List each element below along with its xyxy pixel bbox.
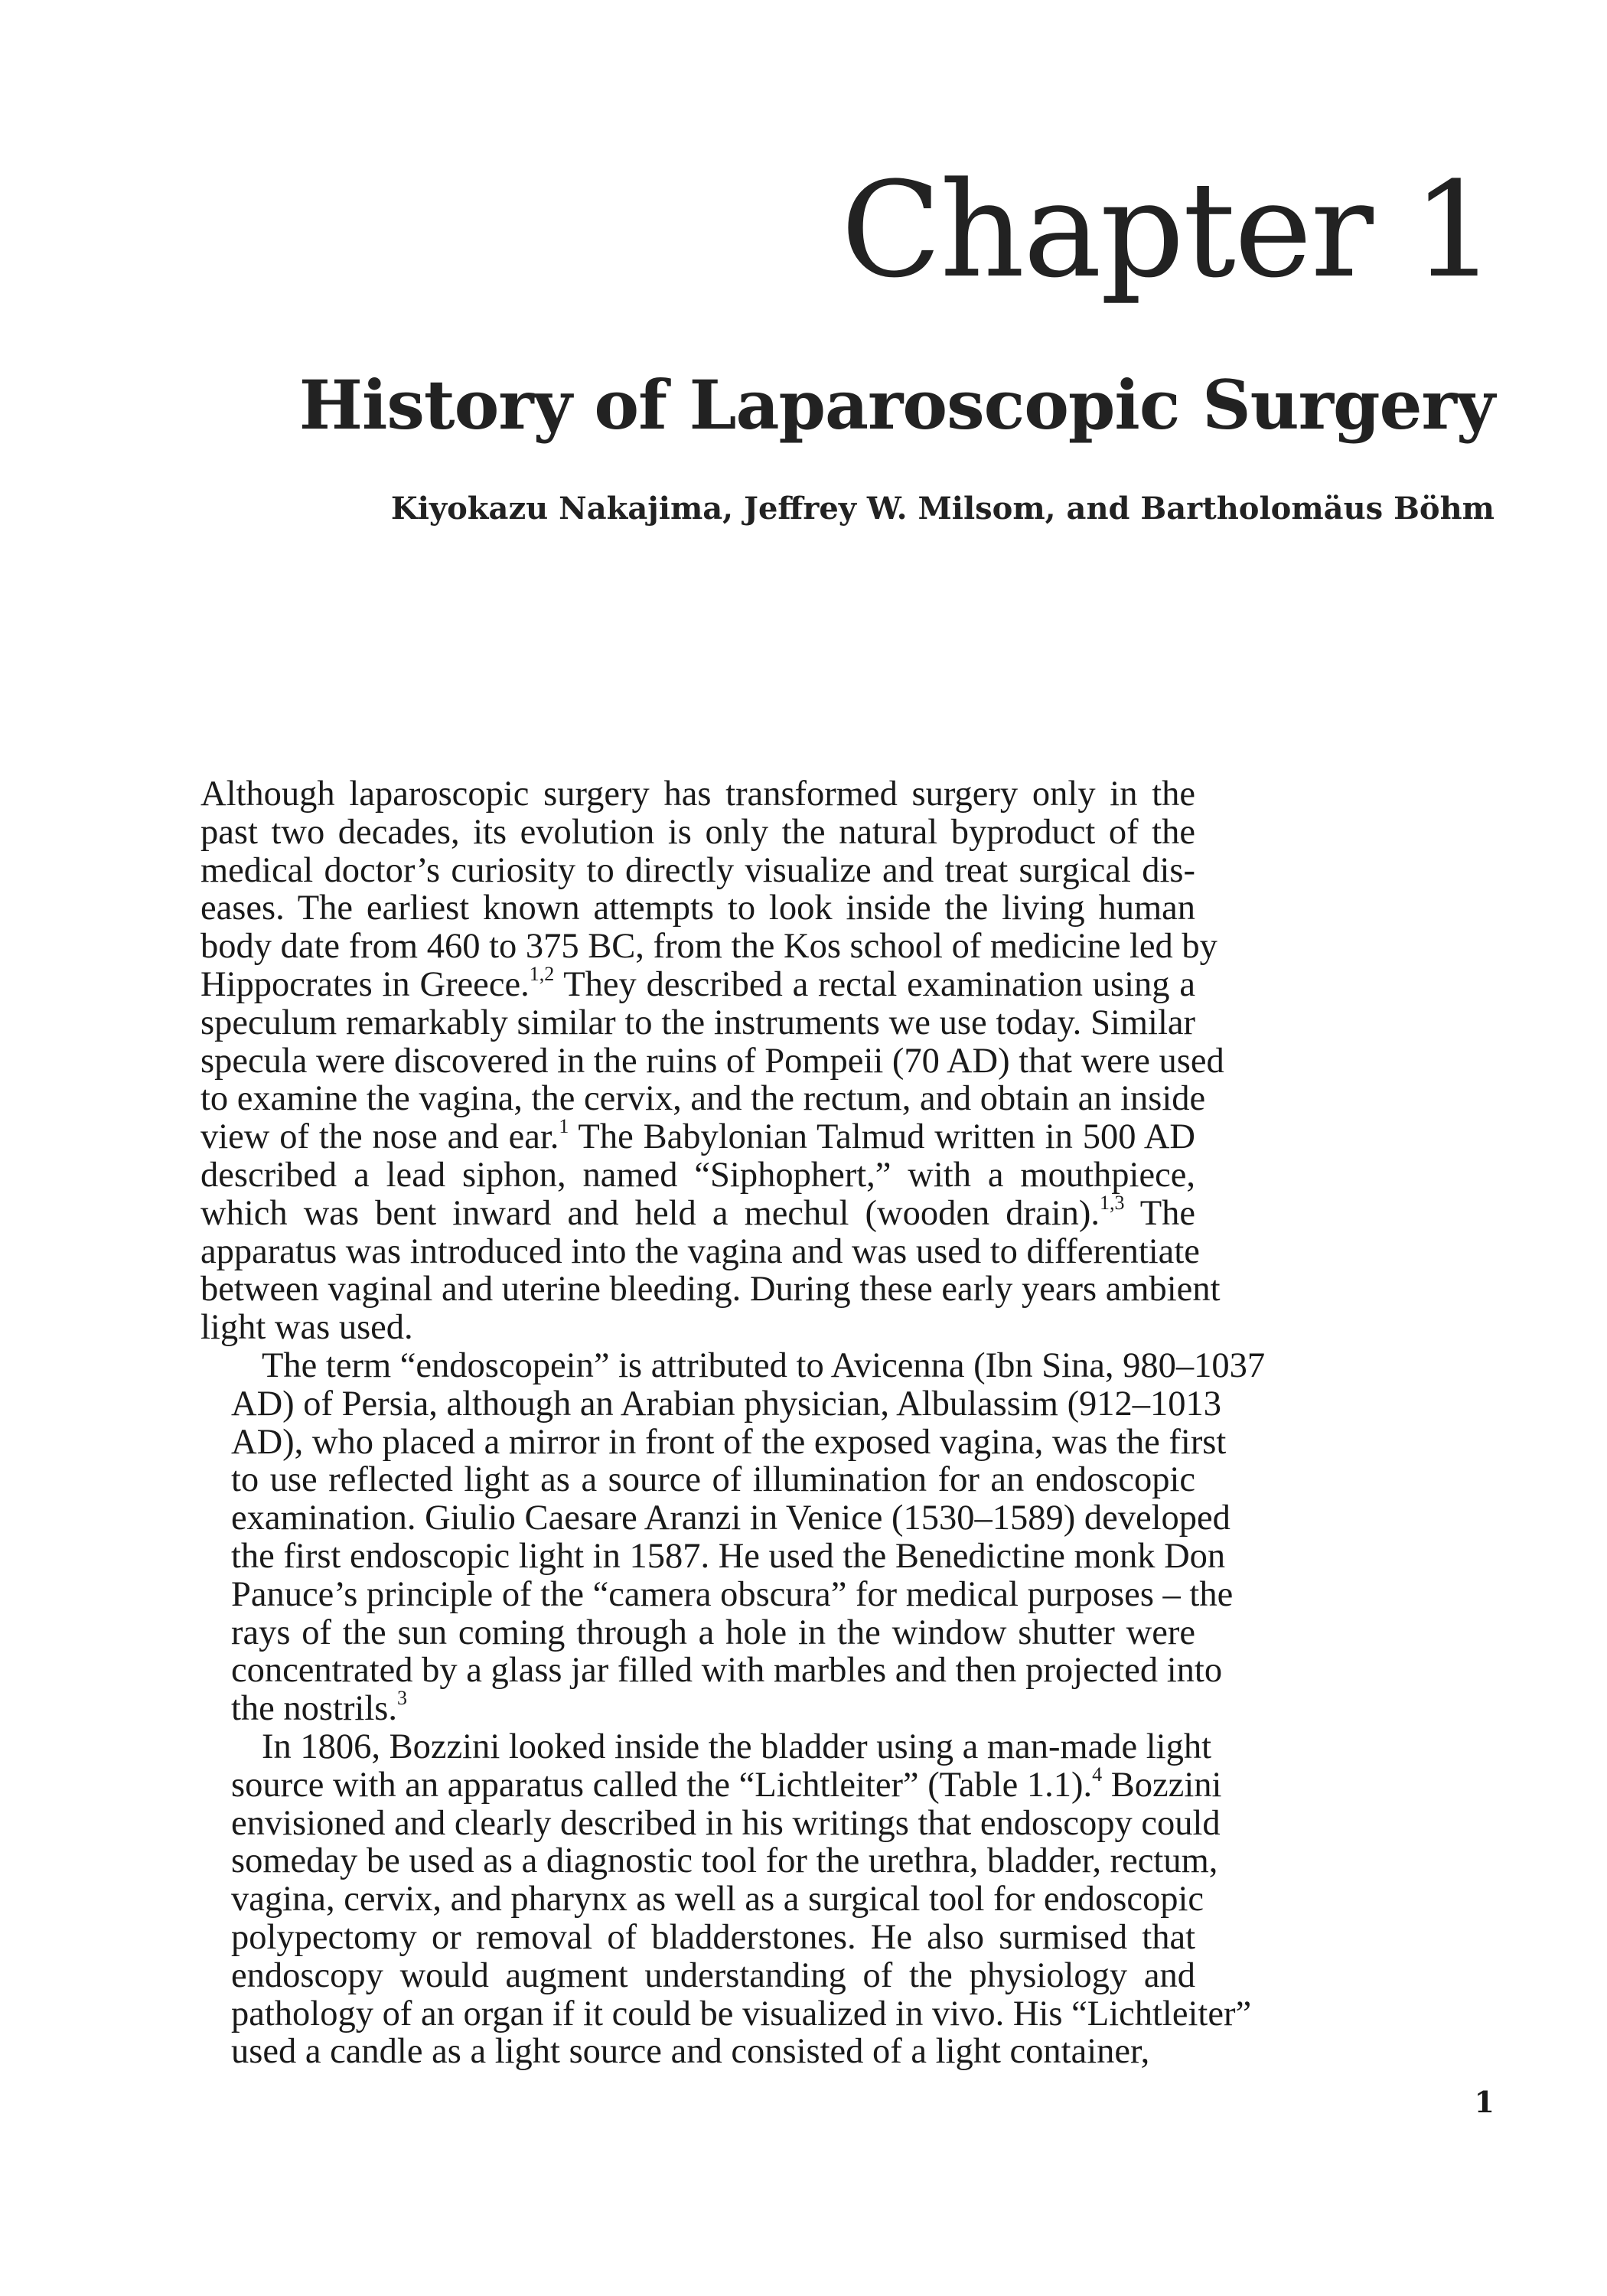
text-run: the first endoscopic light in 1587. He used the Benedictine monk Don: [231, 1536, 1226, 1576]
text-line: [200, 1803, 1221, 1843]
text-line: [200, 1763, 1222, 1805]
text-line: [200, 775, 1195, 814]
text-run: body date from 460 to 375 BC, from the Kos school of medicine led by: [200, 927, 1217, 967]
text-run: The Babylonian Talmud written in 500 AD: [569, 1117, 1195, 1157]
body-paragraph: [200, 1345, 1266, 1729]
text-line: [200, 1422, 1227, 1462]
text-run: rays of the sun coming through a hole in the window shutter were: [231, 1613, 1195, 1652]
text-run: used a candle as a light source and consisted of a light container,: [231, 2032, 1150, 2072]
text-line: [200, 1115, 1195, 1157]
text-line: [200, 1957, 1195, 1995]
text-run: Hippocrates in Greece.: [200, 964, 530, 1004]
text-line: [200, 2033, 1195, 2071]
text-line: [200, 1041, 1224, 1081]
text-line: [200, 889, 1195, 928]
text-run: polypectomy or removal of bladderstones. He also surmised that: [231, 1917, 1195, 1957]
text-run: light was used.: [200, 1308, 413, 1348]
text-run: pathology of an organ if it could be visualized in vivo. His “Lichtleiter”: [231, 1994, 1252, 2033]
text-run: described a lead siphon, named “Siphophert,” with a mouthpiece,: [200, 1155, 1195, 1195]
text-run: which was bent inward and held a mechul (wooden drain).: [200, 1193, 1100, 1233]
citation-superscript: 1,3: [1099, 1191, 1125, 1214]
text-run: speculum remarkably similar to the instruments we use today. Similar: [200, 1003, 1195, 1042]
text-line: [200, 1880, 1204, 1919]
text-run: endoscopy would augment understanding of the physiology and: [231, 1955, 1195, 1995]
text-run: vagina, cervix, and pharynx as well as a surgical tool for endoscopic: [231, 1880, 1204, 1919]
text-run: eases. The earliest known attempts to look inside the living human: [200, 889, 1195, 928]
text-line: [200, 1309, 1195, 1347]
text-line: [200, 1994, 1252, 2033]
citation-superscript: 3: [397, 1687, 407, 1710]
text-line: [200, 1574, 1234, 1614]
text-run: AD) of Persia, although an Arabian physician, Albulassim (912–1013: [231, 1384, 1222, 1424]
body-text: [200, 775, 1266, 2072]
citation-superscript: 1,2: [529, 962, 555, 985]
text-line: [200, 1270, 1221, 1309]
body-paragraph: [200, 775, 1224, 1348]
text-run: Although laparoscopic surgery has transformed surgery only in the: [200, 775, 1195, 814]
text-run: to examine the vagina, the cervix, and the rectum, and obtain an inside: [200, 1079, 1206, 1119]
text-line: [200, 1614, 1195, 1652]
text-run: concentrated by a glass jar filled with marbles and then projected into: [231, 1651, 1223, 1691]
text-run: source with an apparatus called the “Lichtleiter” (Table 1.1).: [231, 1765, 1093, 1805]
text-run: Bozzini: [1102, 1765, 1222, 1805]
text-run: The term “endoscopein” is attributed to Avicenna (Ibn Sina, 980–1037: [262, 1345, 1266, 1385]
text-line: [200, 1384, 1222, 1424]
text-run: They described a rectal examination using a: [554, 964, 1195, 1004]
text-line: [200, 1727, 1212, 1766]
body-paragraph: [200, 1727, 1252, 2072]
text-run: In 1806, Bozzini looked inside the bladder using a man-made light: [262, 1727, 1212, 1766]
text-run: The: [1124, 1193, 1196, 1233]
text-run: AD), who placed a mirror in front of the exposed vagina, was the first: [231, 1422, 1227, 1462]
text-run: apparatus was introduced into the vagina and was used to differentiate: [200, 1231, 1200, 1271]
text-run: Panuce’s principle of the “camera obscura” for medical purposes – the: [231, 1574, 1234, 1614]
text-line: [200, 1841, 1218, 1881]
text-line: [200, 1651, 1223, 1691]
text-run: someday be used as a diagnostic tool for the urethra, bladder, rectum,: [231, 1841, 1218, 1881]
text-run: the nostrils.: [231, 1689, 397, 1729]
text-run: medical doctor’s curiosity to directly visualize and treat surgical dis-: [200, 850, 1195, 890]
text-line: [200, 1687, 1195, 1729]
text-run: envisioned and clearly described in his writings that endoscopy could: [231, 1803, 1221, 1843]
text-run: view of the nose and ear.: [200, 1117, 559, 1157]
text-run: specula were discovered in the ruins of Pompeii (70 AD) that were used: [200, 1041, 1224, 1081]
text-line: [200, 927, 1217, 967]
text-run: between vaginal and uterine bleeding. During these early years ambient: [200, 1270, 1221, 1309]
text-line: [200, 1461, 1195, 1499]
text-line: [200, 1004, 1195, 1042]
text-run: to use reflected light as a source of illumination for an endoscopic: [231, 1460, 1195, 1500]
text-line: [200, 1345, 1266, 1385]
chapter-authors: Kiyokazu Nakajima, Jeffrey W. Milsom, and Bartholomäus Böhm: [390, 491, 1495, 527]
text-run: past two decades, its evolution is only the natural byproduct of the: [200, 812, 1195, 852]
text-line: [200, 852, 1195, 890]
chapter-label: Chapter 1: [840, 153, 1495, 307]
text-line: [200, 1079, 1206, 1119]
citation-superscript: 1: [559, 1115, 569, 1138]
text-line: [200, 1499, 1231, 1538]
page-number: 1: [1474, 2085, 1495, 2119]
text-line: [200, 962, 1195, 1004]
text-line: [200, 1536, 1226, 1576]
text-line: [200, 1919, 1195, 1957]
text-line: [200, 1156, 1195, 1195]
text-line: [200, 1191, 1196, 1233]
text-line: [200, 814, 1195, 852]
chapter-title: History of Laparoscopic Surgery: [298, 365, 1495, 445]
text-line: [200, 1231, 1200, 1271]
citation-superscript: 4: [1092, 1763, 1103, 1786]
text-run: examination. Giulio Caesare Aranzi in Venice (1530–1589) developed: [231, 1499, 1231, 1538]
